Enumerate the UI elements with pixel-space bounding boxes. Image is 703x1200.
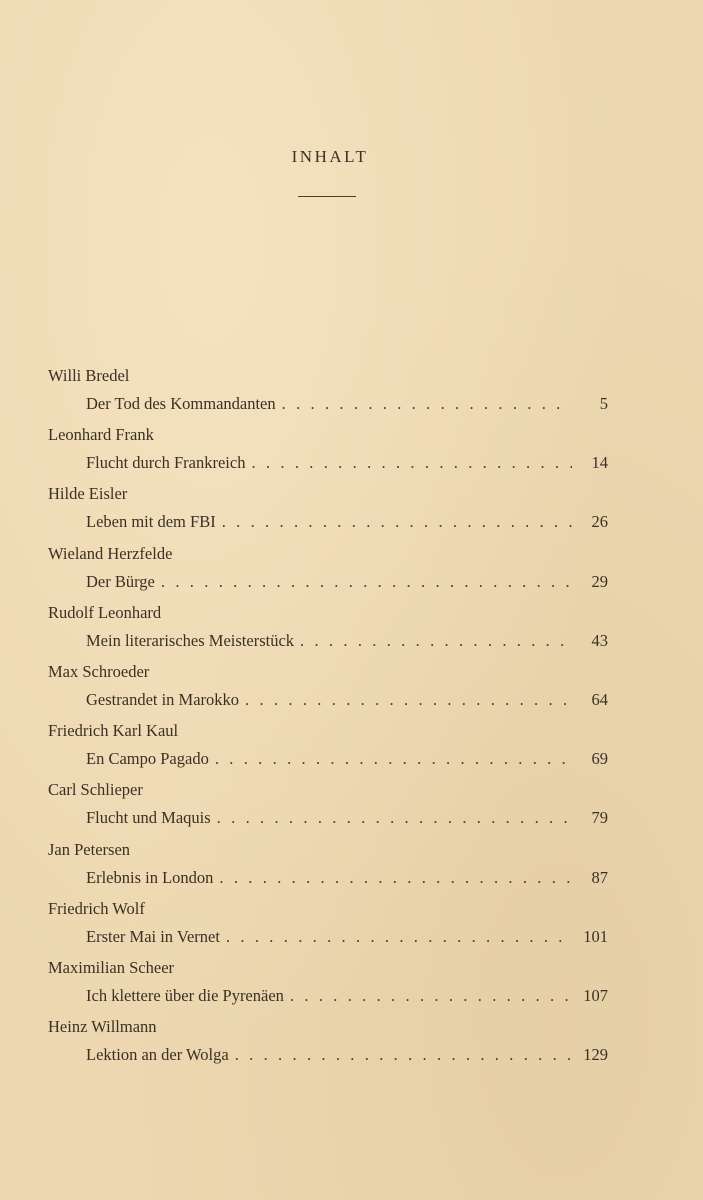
dot-leader xyxy=(217,807,572,829)
toc-author: Maximilian Scheer xyxy=(48,957,175,977)
dot-leader xyxy=(222,511,572,533)
toc-page-number: 14 xyxy=(591,453,608,473)
toc-work-title: Leben mit dem FBI xyxy=(86,512,216,532)
toc-author: Heinz Willmann xyxy=(48,1017,157,1037)
toc-line xyxy=(86,867,608,889)
toc-author: Carl Schlieper xyxy=(48,780,143,800)
toc-author: Jan Petersen xyxy=(48,839,131,859)
toc-line xyxy=(86,393,608,415)
toc-line xyxy=(86,689,608,711)
toc-entry xyxy=(48,720,608,779)
toc-entry xyxy=(48,661,608,720)
toc-page-number: 29 xyxy=(591,571,608,591)
toc-line xyxy=(86,571,608,593)
dot-leader xyxy=(245,689,572,711)
page-title: INHALT xyxy=(291,147,369,166)
toc-work-title: Mein literarisches Meisterstück xyxy=(86,630,295,650)
toc-page-number: 5 xyxy=(599,394,608,413)
toc-work-title: Der Tod des Kommandanten xyxy=(86,394,276,413)
toc-line xyxy=(86,926,608,948)
toc-work-title: Flucht und Maquis xyxy=(86,808,211,828)
toc-line xyxy=(86,452,608,474)
toc-entry xyxy=(48,839,608,898)
toc-work-title: Der Bürge xyxy=(86,571,155,591)
dot-leader xyxy=(215,748,572,770)
toc-work-title: Lektion an der Wolga xyxy=(86,1045,229,1065)
toc-entry xyxy=(48,957,608,1016)
toc-work-title: En Campo Pagado xyxy=(86,749,209,769)
toc-work-title: Erster Mai in Vernet xyxy=(86,926,220,946)
toc-entry xyxy=(48,779,608,838)
toc-entry xyxy=(48,1016,608,1075)
title-rule xyxy=(298,196,356,197)
toc-work-title: Flucht durch Frankreich xyxy=(86,453,246,473)
toc-page-number: 79 xyxy=(591,808,608,828)
dot-leader xyxy=(300,630,572,652)
dot-leader xyxy=(235,1044,572,1066)
toc-page-number: 129 xyxy=(583,1045,608,1065)
toc-author: Willi Bredel xyxy=(48,366,130,385)
toc-page-number: 64 xyxy=(591,689,608,709)
toc-author: Friedrich Karl Kaul xyxy=(48,721,179,741)
toc-line xyxy=(86,748,608,770)
toc-entry xyxy=(48,898,608,957)
toc-page-number: 101 xyxy=(583,926,608,946)
toc-page-number: 69 xyxy=(591,749,608,769)
toc-author: Max Schroeder xyxy=(48,661,150,681)
toc-author: Friedrich Wolf xyxy=(48,898,145,918)
dot-leader xyxy=(226,926,572,948)
toc-author: Rudolf Leonhard xyxy=(48,602,162,622)
toc-work-title: Ich klettere über die Pyrenäen xyxy=(86,985,284,1005)
toc-page-number: 107 xyxy=(583,985,608,1005)
toc-entry xyxy=(48,424,608,483)
dot-leader xyxy=(290,985,572,1007)
toc-author: Hilde Eisler xyxy=(48,484,128,504)
dot-leader xyxy=(219,867,572,889)
toc-entry xyxy=(48,365,608,424)
dot-leader xyxy=(251,452,572,474)
toc-entry xyxy=(48,543,608,602)
toc-page-number: 87 xyxy=(591,867,608,887)
toc-line xyxy=(86,985,608,1007)
toc-author: Wieland Herzfelde xyxy=(48,543,173,563)
toc-line xyxy=(86,1044,608,1066)
dot-leader xyxy=(161,571,572,593)
toc-line xyxy=(86,511,608,533)
toc-entry xyxy=(48,483,608,542)
table-of-contents xyxy=(48,365,608,1075)
toc-line xyxy=(86,630,608,652)
toc-entry xyxy=(48,602,608,661)
toc-page-number: 26 xyxy=(591,512,608,532)
toc-author: Leonhard Frank xyxy=(48,425,154,445)
dot-leader xyxy=(282,393,572,415)
toc-page-number: 43 xyxy=(591,630,608,650)
toc-line xyxy=(86,807,608,829)
toc-work-title: Gestrandet in Marokko xyxy=(86,689,240,709)
toc-work-title: Erlebnis in London xyxy=(86,867,214,887)
